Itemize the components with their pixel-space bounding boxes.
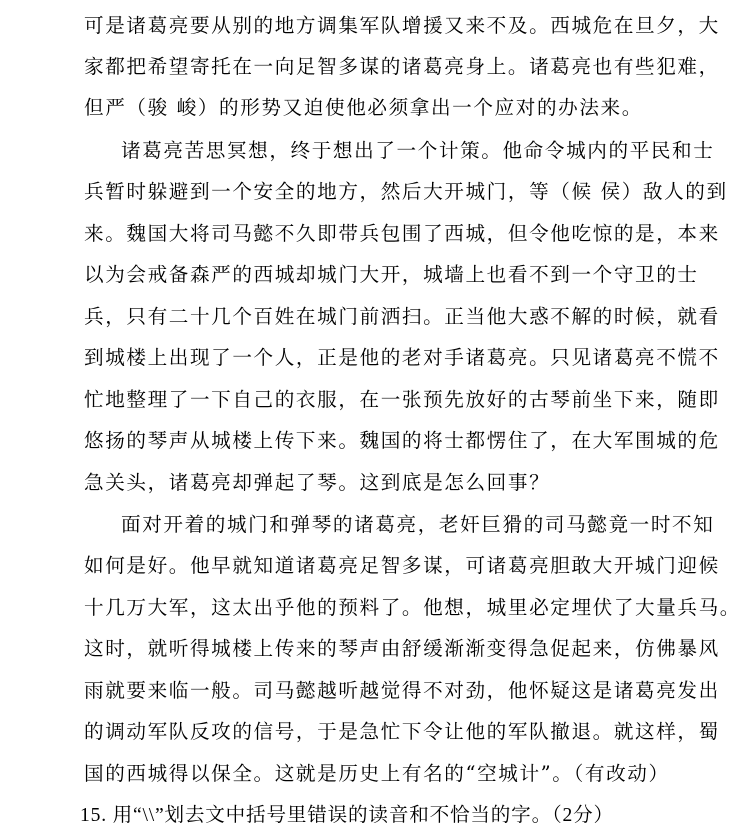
text-line: 这时，就听得城楼上传来的琴声由舒缓渐渐变得急促起来，仿佛暴风	[84, 637, 720, 660]
choice-option: 峻	[176, 96, 198, 119]
choice-gap	[593, 180, 601, 203]
text-line: 十几万大军，这太出乎他的预料了。他想，城里必定埋伏了大量兵马。	[84, 596, 741, 619]
text-line: 以为会戒备森严的西城却城门大开，城墙上也看不到一个守卫的士	[84, 263, 699, 286]
text-segment: ）敌人的到	[621, 180, 728, 203]
text-line: 急关头，诸葛亮却弹起了琴。这到底是怎么回事？	[84, 471, 551, 494]
source-note: （有改动）	[573, 762, 670, 785]
text-line	[84, 172, 728, 212]
text-segment: 兵暂时躲避到一个安全的地方，然后大开城门，等（	[84, 180, 572, 203]
text-line: 的调动军队反攻的信号，于是急忙下令让他的军队撤退。就这样，蜀	[84, 720, 720, 743]
question-15	[80, 796, 680, 836]
text-segment: 国的西城得以保全。这就是历史上有名的“空城计”。	[84, 762, 574, 785]
text-line: 兵，只有二十几个百姓在城门前洒扫。正当他大惑不解的时候，就看	[84, 305, 720, 328]
choice-option: 侯	[600, 180, 622, 203]
question-text: 用“\\”划去文中括号里错误的读音和不恰当的字。（2分）	[112, 805, 614, 826]
text-line	[84, 754, 684, 794]
text-line: 如何是好。他早就知道诸葛亮足智多谋，可诸葛亮胆敢大开城门迎候	[84, 554, 720, 577]
paragraph-first-line: 面对开着的城门和弹琴的诸葛亮，老奸巨猾的司马懿竟一时不知	[121, 513, 715, 536]
text-line: 忙地整理了一下自己的衣服，在一张预先放好的古琴前坐下来，随即	[84, 388, 720, 411]
text-segment: 但严（	[84, 96, 148, 119]
choice-gap	[169, 96, 177, 119]
text-line: 到城楼上出现了一个人，正是他的老对手诸葛亮。只见诸葛亮不慌不	[84, 346, 720, 369]
text-segment: ）的形势又迫使他必须拿出一个应对的办法来。	[197, 96, 643, 119]
text-line: 可是诸葛亮要从别的地方调集军队增援又来不及。西城危在旦夕，大	[84, 14, 720, 37]
text-line	[84, 88, 684, 128]
paragraph-first-line: 诸葛亮苦思冥想，终于想出了一个计策。他命令城内的平民和士	[121, 139, 715, 162]
text-line: 来。魏国大将司马懿不久即带兵包围了西城，但令他吃惊的是，本来	[84, 222, 720, 245]
text-line: 雨就要来临一般。司马懿越听越觉得不对劲，他怀疑这是诸葛亮发出	[84, 679, 720, 702]
choice-option: 骏	[147, 96, 169, 119]
text-line: 悠扬的琴声从城楼上传下来。魏国的将士都愣住了，在大军围城的危	[84, 429, 720, 452]
text-line: 家都把希望寄托在一向足智多谋的诸葛亮身上。诸葛亮也有些犯难，	[84, 55, 720, 78]
question-number: 15.	[80, 805, 107, 826]
choice-option: 候	[571, 180, 593, 203]
